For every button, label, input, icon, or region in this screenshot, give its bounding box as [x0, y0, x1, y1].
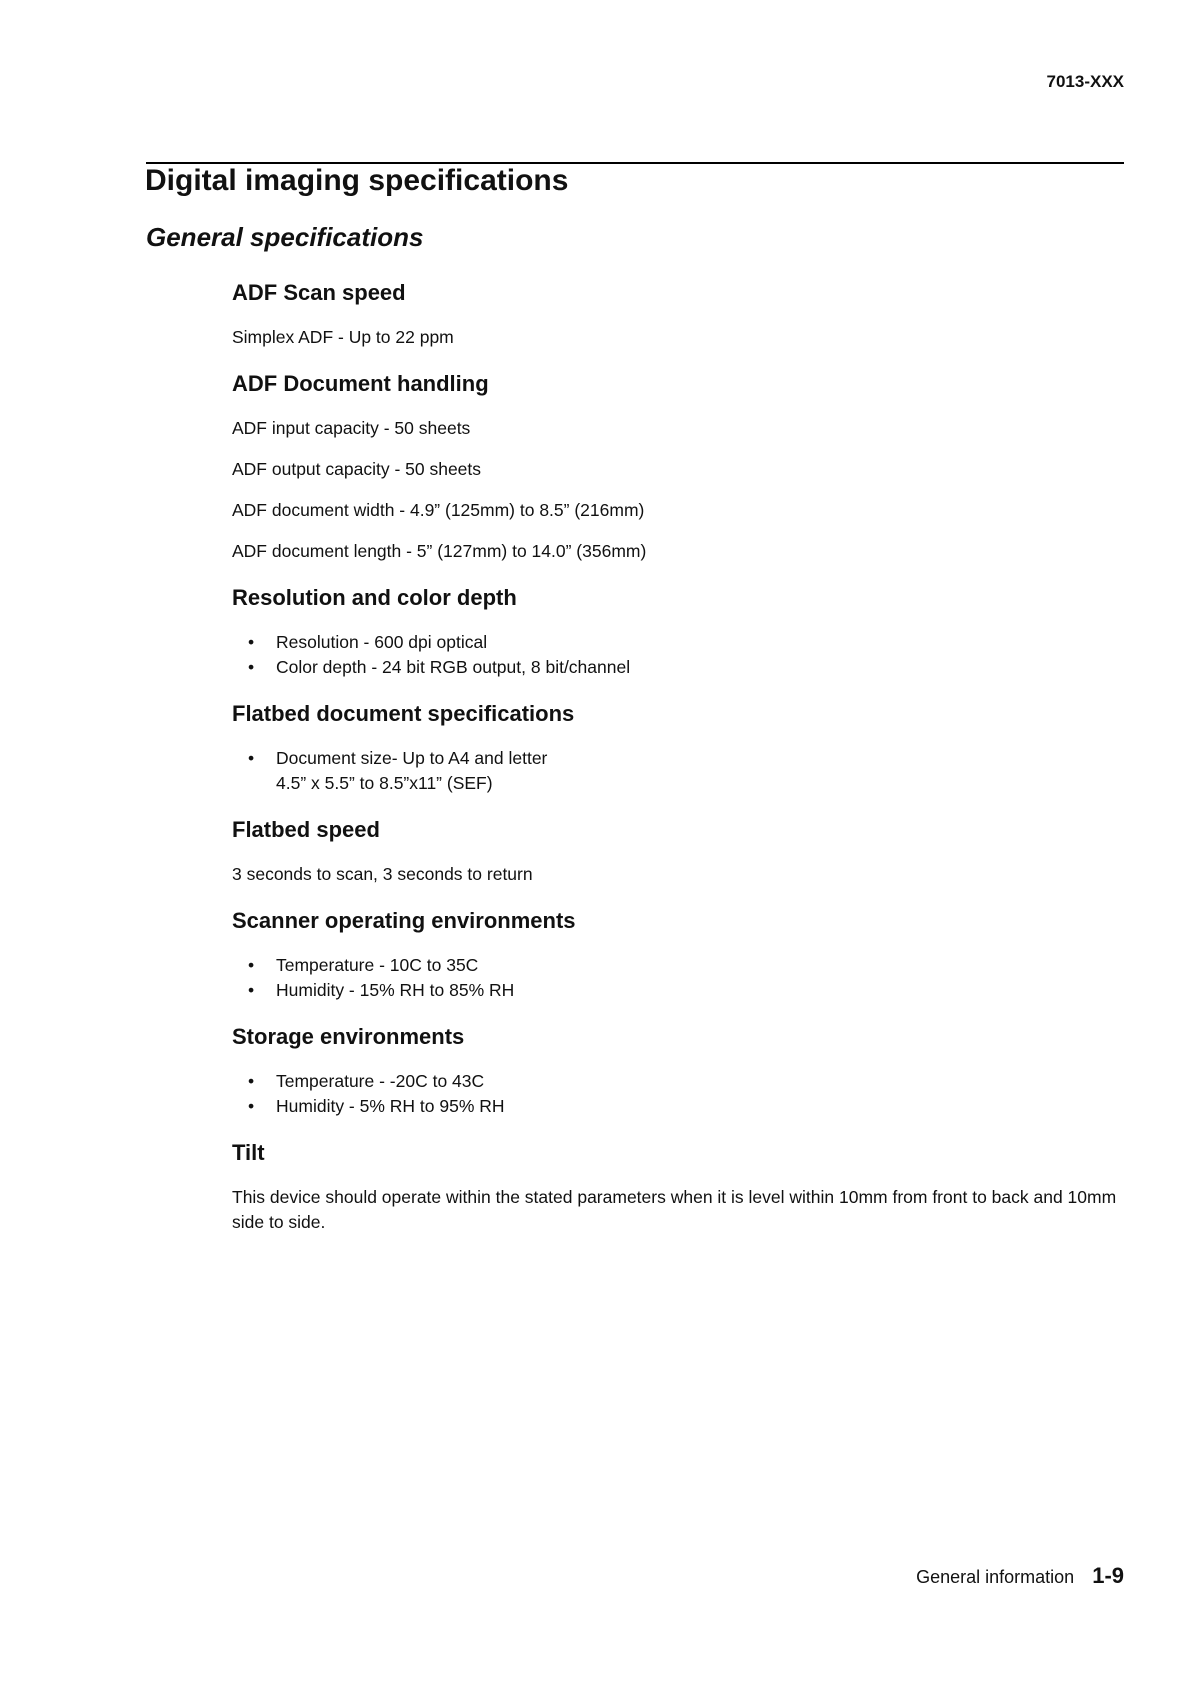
- flatbed-speed-heading: Flatbed speed: [232, 817, 380, 842]
- bullet-icon: •: [248, 748, 255, 768]
- page-footer: [916, 1563, 1124, 1589]
- list-item: • Temperature - -20C to 43C: [232, 1069, 1124, 1094]
- tilt-heading: Tilt: [232, 1140, 265, 1165]
- section-title: General specifications: [146, 222, 424, 252]
- page-title: Digital imaging specifications: [145, 164, 569, 197]
- bullet-icon: •: [248, 1071, 255, 1091]
- model-code: 7013-XXX: [1046, 72, 1124, 91]
- list-item: • Humidity - 15% RH to 85% RH: [232, 978, 1124, 1003]
- list-item: • Resolution - 600 dpi optical: [232, 630, 1124, 655]
- resolution-heading: Resolution and color depth: [232, 585, 517, 610]
- list-item: • Color depth - 24 bit RGB output, 8 bit/channel: [232, 655, 1124, 680]
- adf-input-capacity: ADF input capacity - 50 sheets: [232, 418, 471, 438]
- adf-document-length: ADF document length - 5” (127mm) to 14.0” (356mm): [232, 541, 647, 561]
- spec-content: [232, 278, 1124, 1235]
- flatbed-document-heading: Flatbed document specifications: [232, 701, 575, 726]
- tilt-text: This device should operate within the stated parameters when it is level within 10mm from front to back and 10mm side to side.: [232, 1187, 1117, 1232]
- adf-scan-speed-text: Simplex ADF - Up to 22 ppm: [232, 327, 454, 347]
- adf-document-width: ADF document width - 4.9” (125mm) to 8.5” (216mm): [232, 500, 645, 520]
- resolution-list: [232, 630, 1124, 680]
- bullet-icon: •: [248, 955, 255, 975]
- bullet-icon: •: [248, 980, 255, 1000]
- scanner-environments-heading: Scanner operating environments: [232, 908, 576, 933]
- flatbed-speed-text: 3 seconds to scan, 3 seconds to return: [232, 864, 533, 884]
- adf-scan-speed-heading: ADF Scan speed: [232, 280, 406, 305]
- flatbed-document-list: [232, 746, 1124, 796]
- footer-section-label: General information: [916, 1567, 1075, 1587]
- storage-environments-list: [232, 1069, 1124, 1119]
- page-number: 1-9: [1092, 1563, 1124, 1588]
- list-item: • Temperature - 10C to 35C: [232, 953, 1124, 978]
- adf-output-capacity: ADF output capacity - 50 sheets: [232, 459, 482, 479]
- bullet-icon: •: [248, 632, 255, 652]
- bullet-icon: •: [248, 1096, 255, 1116]
- adf-document-handling-heading: ADF Document handling: [232, 371, 489, 396]
- bullet-icon: •: [248, 657, 255, 677]
- list-item: • Humidity - 5% RH to 95% RH: [232, 1094, 1124, 1119]
- list-item: • Document size- Up to A4 and letter 4.5” x 5.5” to 8.5”x11” (SEF): [248, 748, 548, 793]
- scanner-environments-list: [232, 953, 1124, 1003]
- storage-environments-heading: Storage environments: [232, 1024, 465, 1049]
